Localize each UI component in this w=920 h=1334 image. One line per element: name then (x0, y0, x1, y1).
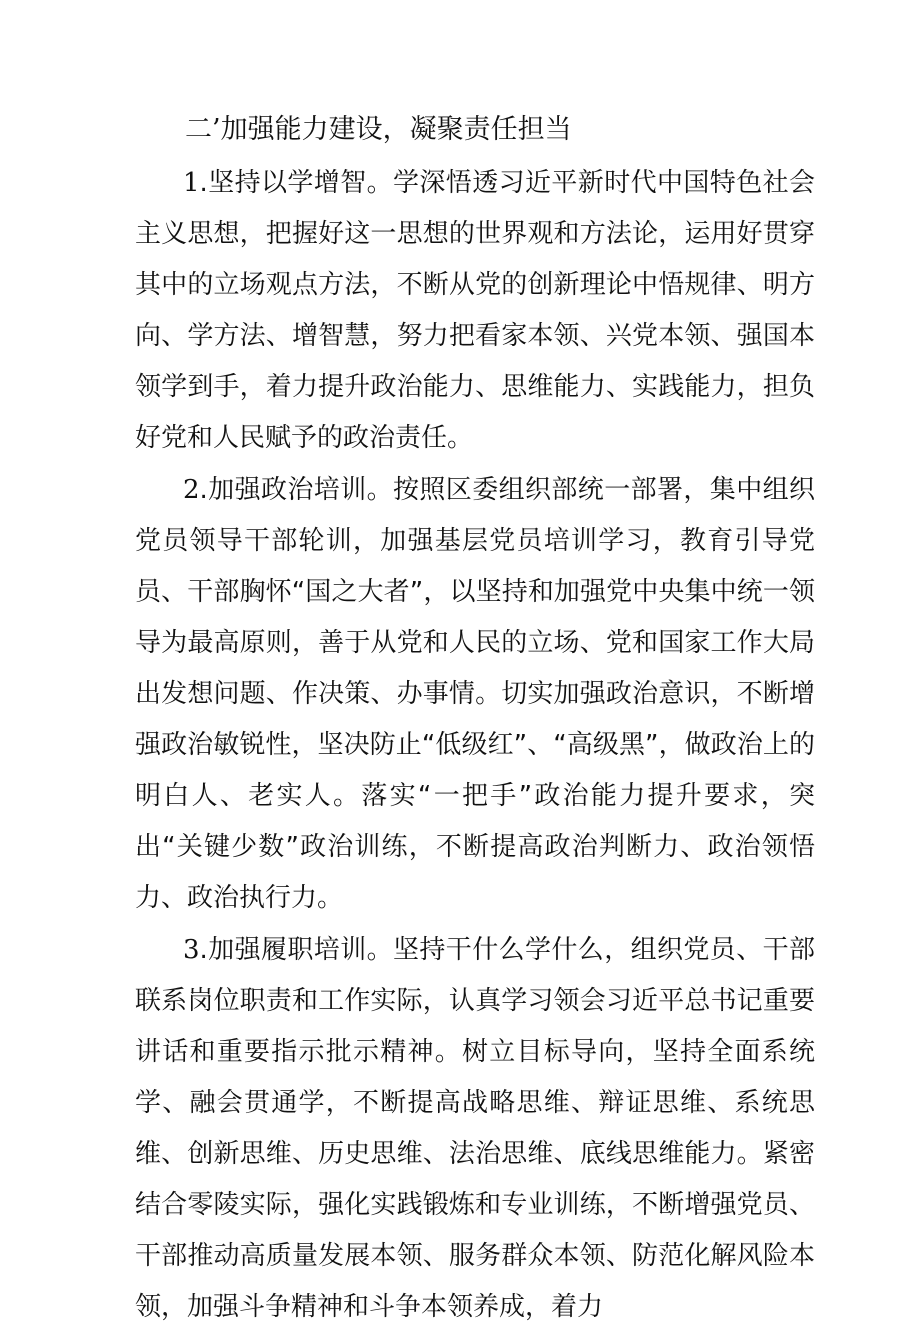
paragraph-number: 3 (183, 935, 200, 965)
paragraph-number: 1 (183, 168, 200, 198)
paragraph-1 (135, 158, 815, 464)
paragraph-text: .加强政治培训。按照区委组织部统一部署，集中组织党员领导干部轮训，加强基层党员培训学习，教育引导党员、干部胸怀“国之大者”，以坚持和加强党中央集中统一领导为最高原则，善于从党和人民的立场、党和国家工作大局出发想问题、作决策、办事情。切实加强政治意识，不断增强政治敏锐性，坚决防止“低级红”、“高级黑”，做政治上的明白人、老实人。落实“一把手”政治能力提升要求，突出“关键少数”政治训练，不断提高政治判断力、政治领悟力、政治执行力。 (135, 475, 815, 913)
paragraph-number: 2 (183, 475, 200, 505)
section-heading: 二’加强能力建设，凝聚责任担当 (185, 114, 572, 145)
paragraph-3 (135, 925, 815, 1333)
paragraph-text: .坚持以学增智。学深悟透习近平新时代中国特色社会主义思想，把握好这一思想的世界观和方法论，运用好贯穿其中的立场观点方法，不断从党的创新理论中悟规律、明方向、学方法、增智慧，努力把看家本领、兴党本领、强国本领学到手，着力提升政治能力、思维能力、实践能力，担负好党和人民赋予的政治责任。 (135, 168, 815, 453)
paragraph-text: .加强履职培训。坚持干什么学什么，组织党员、干部联系岗位职责和工作实际，认真学习领会习近平总书记重要讲话和重要指示批示精神。树立目标导向，坚持全面系统学、融会贯通学，不断提高战略思维、辩证思维、系统思维、创新思维、历史思维、法治思维、底线思维能力。紧密结合零陵实际，强化实践锻炼和专业训练，不断增强党员、干部推动高质量发展本领、服务群众本领、防范化解风险本领，加强斗争精神和斗争本领养成，着力 (135, 935, 815, 1322)
paragraph-2 (135, 465, 815, 924)
document-body (135, 158, 815, 1334)
